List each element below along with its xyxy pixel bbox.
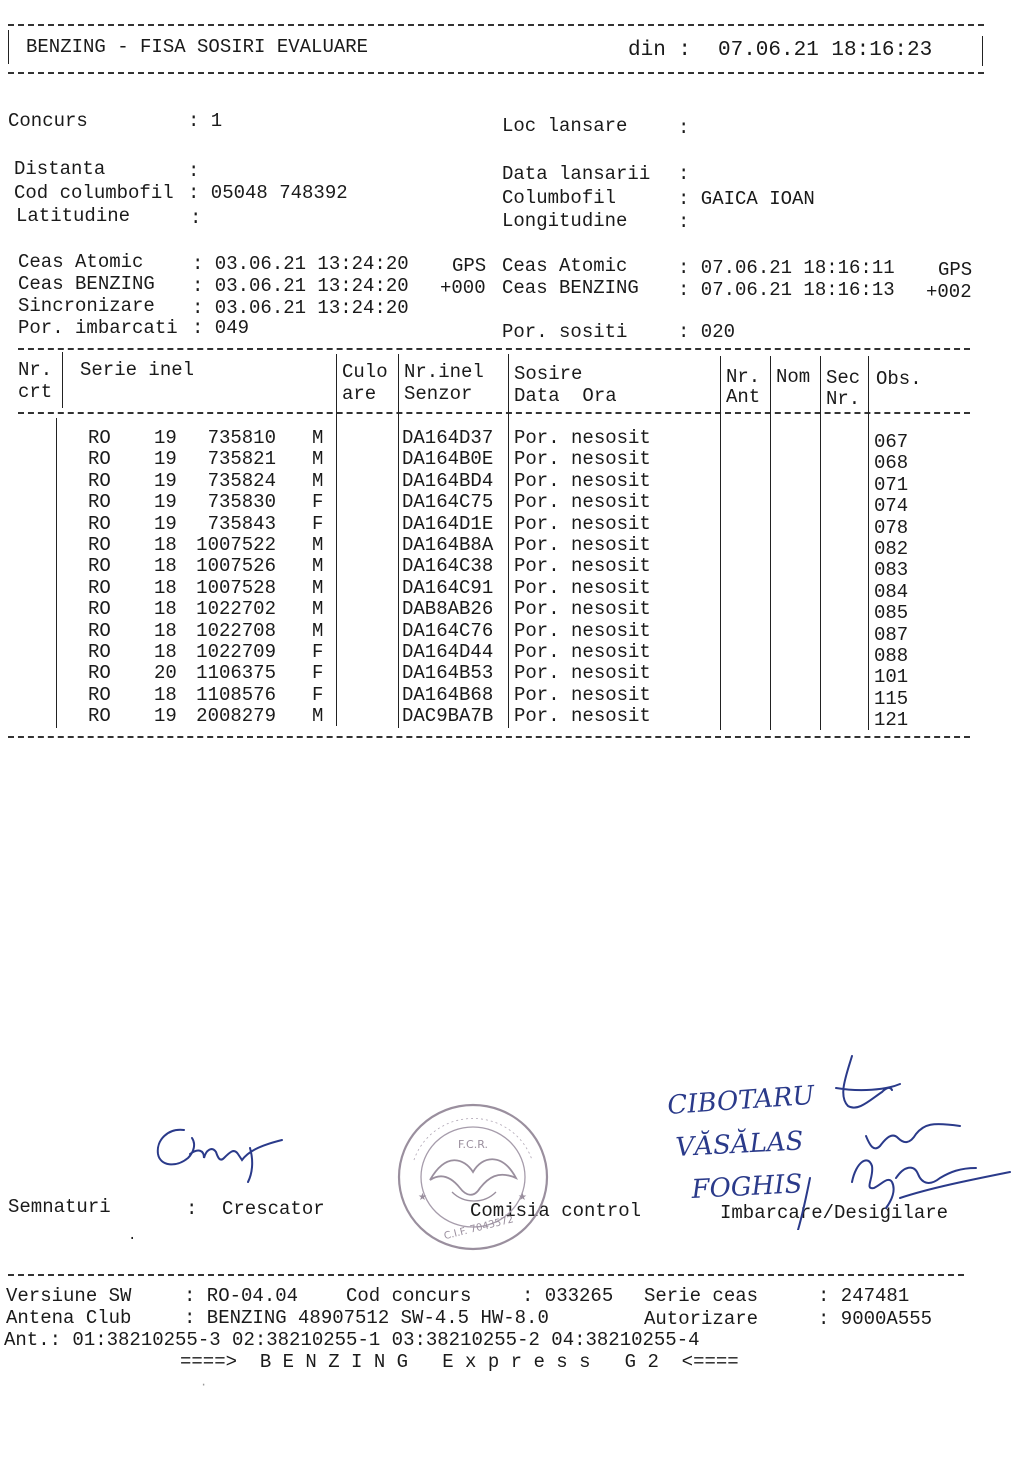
cell-tara: RO [88,662,111,685]
cell-senzor: DA164C75 [402,491,494,514]
ceas-atomic-end-value: : 07.06.21 18:16:11 [678,257,895,279]
cell-an: 18 [154,598,177,621]
header-bottom-rule [8,72,984,74]
cell-senzor: DA164B53 [402,662,494,685]
cell-nr: 1007528 [196,576,276,599]
cell-senzor: DA164BD4 [402,469,494,492]
cell-sex: F [312,512,324,535]
col-nr-crt-2: crt [18,381,53,403]
cell-tara: RO [88,641,111,663]
cell-senzor: DA164D44 [402,641,494,663]
ceas-benzing-end-value: : 07.06.21 18:16:13 [678,279,895,301]
cell-senzor: DA164B68 [402,683,494,706]
antena-label: Antena Club [6,1307,132,1329]
cell-sosire: Por. nesosit [514,512,651,535]
date-value: 07.06.21 18:16:23 [718,39,933,62]
concurs-value: : 1 [188,110,223,132]
cell-tara: RO [88,534,111,556]
concurs-label: Concurs [8,110,88,132]
cell-nr: 735824 [207,469,276,492]
document-title: BENZING - FISA SOSIRI EVALUARE [26,36,369,58]
cell-nr: 735821 [207,448,276,471]
cell-senzor: DA164B0E [402,448,494,471]
antennas-line: Ant.: 01:38210255-3 02:38210255-1 03:38210255-2 04:38210255-4 [4,1329,700,1351]
por-imbarcati-value: : 049 [192,317,250,339]
sincronizare-value: : 03.06.21 13:24:20 [192,297,409,319]
header-top-rule [8,24,984,26]
col-divider [770,356,771,730]
serie-ceas-value: : 247481 [818,1285,910,1307]
cell-an: 19 [154,512,177,535]
cell-sosire: Por. nesosit [514,427,651,449]
cell-nr: 1108576 [196,683,276,706]
antena-value: : BENZING 48907512 SW-4.5 HW-8.0 [184,1307,549,1329]
ceas-atomic-start-value: : 03.06.21 13:24:20 [192,253,409,275]
cell-senzor: DA164C38 [402,555,494,578]
cell-an: 19 [154,469,177,492]
cell-an: 18 [154,683,177,706]
cell-an: 18 [154,619,177,642]
cell-sosire: Por. nesosit [514,641,651,663]
cell-sex: M [312,576,324,599]
columbofil-value: : GAICA IOAN [678,188,815,210]
cell-an: 20 [154,662,177,685]
cell-tara: RO [88,555,111,578]
cell-obs: 083 [874,559,909,582]
cell-tara: RO [88,491,111,514]
cell-sosire: Por. nesosit [514,448,651,471]
por-sositi-label: Por. sositi [502,321,628,343]
sincronizare-label: Sincronizare [18,295,155,317]
speck: · [200,1378,208,1392]
cell-obs: 074 [874,495,909,518]
imbarcare-label: Imbarcare/Desigilare [720,1202,949,1224]
autorizare-label: Autorizare [644,1308,759,1330]
cell-senzor: DA164B8A [402,534,494,556]
cell-nr: 735830 [207,491,276,514]
crescator-label: Crescator [222,1198,325,1220]
cell-sosire: Por. nesosit [514,534,651,556]
col-sosire-1: Sosire [514,363,583,385]
cell-senzor: DA164C91 [402,576,494,599]
cell-sosire: Por. nesosit [514,555,651,578]
handwritten-name-2: VĂSĂLAS [674,1126,805,1163]
cell-an: 18 [154,576,177,599]
brand-line: ====> B E N Z I N G E x p r e s s G 2 <==== [180,1351,739,1373]
loc-lansare-value: : [678,117,690,139]
col-divider [508,354,509,728]
cell-obs: 115 [874,687,909,710]
cell-obs: 082 [874,538,909,560]
date-label: din : [628,39,692,62]
versiune-value: : RO-04.04 [184,1285,299,1307]
latitudine-label: Latitudine [16,205,131,227]
serie-ceas-label: Serie ceas [644,1285,759,1307]
semnaturi-colon: : [186,1198,198,1220]
cell-sex: M [312,705,324,728]
cell-nr: 1022709 [196,641,276,663]
semnaturi-label: Semnaturi [8,1196,111,1218]
cell-obs: 088 [874,645,909,667]
cell-nr: 1007522 [196,534,276,556]
por-imbarcati-label: Por. imbarcati [18,317,178,339]
cell-sosire: Por. nesosit [514,469,651,492]
cell-sex: F [312,662,324,685]
cell-tara: RO [88,469,111,492]
ceas-atomic-start-label: Ceas Atomic [18,251,144,273]
cell-sex: F [312,491,324,514]
cell-an: 19 [154,448,177,471]
cell-sosire: Por. nesosit [514,683,651,706]
ceas-benzing-end-suffix: +002 [926,281,972,303]
col-sec-1: Sec [826,367,861,389]
cell-tara: RO [88,448,111,471]
ceas-benzing-start-label: Ceas BENZING [18,273,155,295]
cell-an: 18 [154,555,177,578]
cell-senzor: DAC9BA7B [402,705,494,728]
cell-tara: RO [88,576,111,599]
table-top-rule [18,348,970,350]
col-sosire-2: Data Ora [514,385,617,407]
versiune-label: Versiune SW [6,1285,132,1307]
handwritten-name-1: CIBOTARU [666,1080,816,1121]
cell-tara: RO [88,619,111,642]
cell-tara: RO [88,683,111,706]
col-sec-2: Nr. [826,388,861,410]
cell-sex: F [312,641,324,663]
cod-columbofil-value: : 05048 748392 [188,182,348,204]
ceas-atomic-start-suffix: GPS [452,255,487,277]
por-sositi-value: : 020 [678,321,736,343]
svg-text:C.I.F. 7043572: C.I.F. 7043572 [442,1214,515,1243]
header-right-border [982,36,983,66]
handwritten-name-3: FOGHIS [690,1169,804,1205]
speck: · [128,1231,137,1247]
cod-concurs-value: : 033265 [522,1285,614,1307]
cell-nr: 1007526 [196,555,276,578]
cell-tara: RO [88,427,111,449]
col-nr-ant-2: Ant [726,386,761,408]
commission-signatures-icon [660,1048,1020,1230]
loc-lansare-label: Loc lansare [502,115,628,137]
cell-senzor: DA164D1E [402,512,494,535]
cell-an: 18 [154,534,177,556]
cell-sex: M [312,534,324,556]
cod-concurs-label: Cod concurs [346,1285,472,1307]
cell-sosire: Por. nesosit [514,619,651,642]
cell-obs: 121 [874,709,909,732]
cell-an: 19 [154,491,177,514]
cell-senzor: DAB8AB26 [402,598,494,621]
col-nr-inel-2: Senzor [404,383,473,405]
club-stamp-icon [394,1100,552,1254]
cell-obs: 087 [874,623,909,646]
cell-senzor: DA164C76 [402,619,494,642]
ceas-benzing-start-value: : 03.06.21 13:24:20 [192,275,409,297]
cell-sosire: Por. nesosit [514,662,651,685]
header-left-border [8,30,9,64]
svg-text:★: ★ [418,1192,427,1203]
cell-obs: 085 [874,602,909,625]
cell-obs: 084 [874,580,909,603]
cell-sex: M [312,555,324,578]
distanta-value: : [188,160,200,182]
col-divider [820,356,821,730]
table-bottom-rule [8,736,970,738]
cell-tara: RO [88,598,111,621]
cell-sosire: Por. nesosit [514,598,651,621]
crescator-signature-icon [150,1118,290,1188]
cod-columbofil-label: Cod columbofil [14,182,174,204]
col-nr-crt-1: Nr. [18,359,53,381]
cell-tara: RO [88,705,111,728]
columbofil-label: Columbofil [502,187,617,209]
cell-sex: M [312,448,324,471]
col-divider [62,352,63,408]
cell-sosire: Por. nesosit [514,576,651,599]
cell-nr: 2008279 [196,705,276,728]
ceas-atomic-end-suffix: GPS [938,259,973,281]
cell-nr: 1022702 [196,598,276,621]
cell-nr: 1022708 [196,619,276,642]
longitudine-label: Longitudine [502,210,628,232]
col-divider [336,354,337,726]
col-serie-inel: Serie inel [80,359,195,381]
svg-text:F.C.R.: F.C.R. [458,1138,488,1151]
comisia-label: Comisia control [470,1200,642,1222]
cell-nr: 735810 [207,427,276,449]
cell-tara: RO [88,512,111,535]
table-header-rule [18,412,970,414]
autorizare-value: : 9000A555 [818,1308,933,1330]
cell-sex: M [312,598,324,621]
cell-sosire: Por. nesosit [514,705,651,728]
cell-obs: 078 [874,516,909,539]
cell-obs: 101 [874,666,909,689]
cell-obs: 067 [874,431,909,453]
cell-obs: 068 [874,452,909,475]
data-lansarii-value: : [678,163,690,185]
cell-sex: M [312,427,324,449]
col-nr-ant-1: Nr. [726,366,761,388]
col-nr-inel-1: Nr.inel [404,361,484,383]
ceas-benzing-start-suffix: +000 [440,277,486,299]
cell-obs: 071 [874,473,909,496]
col-culoare-2: are [342,383,377,405]
cell-sex: M [312,619,324,642]
col-divider [720,356,721,730]
cell-sex: F [312,683,324,706]
cell-sex: M [312,469,324,492]
data-lansarii-label: Data lansarii [502,163,651,185]
cell-sosire: Por. nesosit [514,491,651,514]
cell-nr: 1106375 [196,662,276,685]
latitudine-value: : [190,207,202,229]
col-divider [398,354,399,728]
col-nom: Nom [776,366,811,388]
ceas-benzing-end-label: Ceas BENZING [502,277,639,299]
cell-an: 19 [154,705,177,728]
col-divider [56,418,57,728]
svg-text:★: ★ [518,1192,527,1203]
cell-senzor: DA164D37 [402,427,494,449]
footer-rule [8,1274,964,1276]
col-culoare-1: Culo [342,361,388,383]
distanta-label: Distanta [14,158,106,180]
cell-an: 18 [154,641,177,663]
col-divider [868,356,869,730]
col-obs: Obs. [876,368,922,390]
ceas-atomic-end-label: Ceas Atomic [502,255,628,277]
cell-an: 19 [154,427,177,449]
cell-nr: 735843 [207,512,276,535]
longitudine-value: : [678,211,690,233]
